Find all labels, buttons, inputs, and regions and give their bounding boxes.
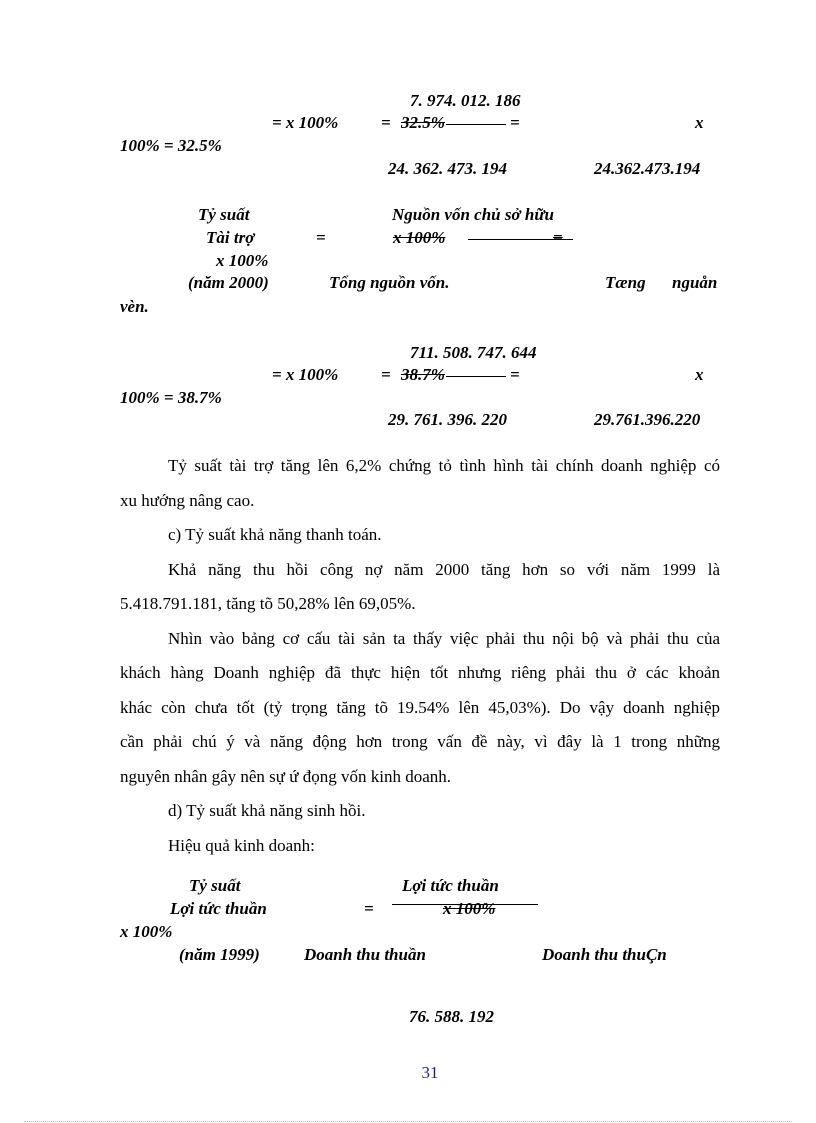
formula2-result: 100% = 38.7% bbox=[120, 388, 222, 407]
formula3-x-100-struck: x 100% bbox=[443, 899, 496, 918]
page-edge-divider bbox=[24, 1121, 792, 1122]
paragraph-line: cần phải chú ý và năng động hơn trong vấn đề này, vì đây là 1 trong những bbox=[120, 732, 720, 751]
formula3-label-line2: Lợi tức thuần bbox=[170, 899, 267, 918]
formula2-numerator: 711. 508. 747. 644 bbox=[410, 343, 537, 362]
fraction-line bbox=[446, 124, 506, 125]
formula2-eq: = bbox=[381, 365, 391, 384]
ratio-year: (năm 2000) bbox=[188, 273, 269, 292]
body-text bbox=[120, 449, 720, 863]
paragraph-line: xu hướng nâng cao. bbox=[120, 490, 255, 510]
paragraph-line: Nhìn vào bảng cơ cấu tài sản ta thấy việc phải thu nội bộ và phải thu của bbox=[168, 628, 720, 648]
formula1-numerator: 7. 974. 012. 186 bbox=[410, 91, 521, 110]
ratio-label-line1: Tỷ suất bbox=[198, 205, 250, 224]
heading-d: d) Tỷ suất khả năng sinh hồi. bbox=[168, 801, 366, 820]
ratio-wrap: vèn. bbox=[120, 297, 149, 316]
page-number: 31 bbox=[421, 1063, 439, 1082]
formula3-label-line1: Tỷ suất bbox=[189, 876, 241, 895]
formula3-numerator-value: 76. 588. 192 bbox=[409, 1007, 494, 1026]
ratio-tail-eq: = bbox=[553, 228, 563, 247]
ratio-x-100: x 100% bbox=[216, 251, 269, 270]
formula3-denominator: Doanh thu thuần bbox=[304, 945, 426, 964]
formula2-denominator-right: 29.761.396.220 bbox=[594, 410, 701, 429]
heading-c: c) Tỷ suất khả năng thanh toán. bbox=[168, 525, 382, 544]
ratio-x-100-struck: x 100% bbox=[393, 228, 446, 247]
ratio-eq: = bbox=[316, 228, 326, 247]
formula1-struck-result: 32.5% bbox=[401, 113, 445, 132]
formula2-eq-x-100: = x 100% bbox=[272, 365, 339, 384]
paragraph-line: Hiệu quả kinh doanh: bbox=[168, 835, 315, 855]
formula2-struck-result: 38.7% bbox=[401, 365, 445, 384]
paragraph-line: 5.418.791.181, tăng tõ 50,28% lên 69,05%. bbox=[120, 594, 416, 613]
paragraph-line: khác còn chưa tốt (tỷ trọng tăng tõ 19.54% lên 45,03%). Do vậy doanh nghiệp bbox=[120, 697, 720, 717]
formula1-eq-x-100: = x 100% bbox=[272, 113, 339, 132]
formula2-denominator: 29. 761. 396. 220 bbox=[388, 410, 507, 429]
formula2-tail-x: x bbox=[695, 365, 704, 384]
formula1-denominator: 24. 362. 473. 194 bbox=[388, 159, 507, 178]
formula1-denominator-right: 24.362.473.194 bbox=[594, 159, 701, 178]
formula1-tail-eq: = bbox=[510, 113, 520, 132]
paragraph-line: khách hàng Doanh nghiệp đã thực hiện tốt nhưng riêng phải thu ở các khoản bbox=[120, 663, 720, 682]
formula3-denominator-right: Doanh thu thuÇn bbox=[542, 945, 667, 964]
paragraph-line: nguyên nhân gây nên sự ứ đọng vốn kinh doanh. bbox=[120, 766, 451, 786]
ratio-denominator: Tổng nguồn vốn. bbox=[329, 273, 450, 292]
ratio-right-a: Tæng bbox=[605, 273, 646, 292]
fraction-line bbox=[446, 376, 506, 377]
ratio-right-b: nguån bbox=[672, 273, 718, 292]
formula1-result: 100% = 32.5% bbox=[120, 136, 222, 155]
paragraph-line: Khả năng thu hồi công nợ năm 2000 tăng hơn so với năm 1999 là bbox=[168, 559, 720, 579]
ratio-label-line2: Tài trợ bbox=[206, 228, 255, 247]
formula1-tail-x: x bbox=[695, 113, 704, 132]
formula3-eq: = bbox=[364, 899, 374, 918]
formula2-tail-eq: = bbox=[510, 365, 520, 384]
formula3-x-100: x 100% bbox=[120, 922, 173, 941]
formula3-numerator: Lợi tức thuần bbox=[402, 876, 499, 895]
formula1-eq: = bbox=[381, 113, 391, 132]
paragraph-line: Tỷ suất tài trợ tăng lên 6,2% chứng tỏ tình hình tài chính doanh nghiệp có bbox=[168, 456, 720, 475]
ratio-numerator: Nguồn vốn chủ sở hữu bbox=[392, 205, 554, 224]
formula3-year: (năm 1999) bbox=[179, 945, 260, 964]
